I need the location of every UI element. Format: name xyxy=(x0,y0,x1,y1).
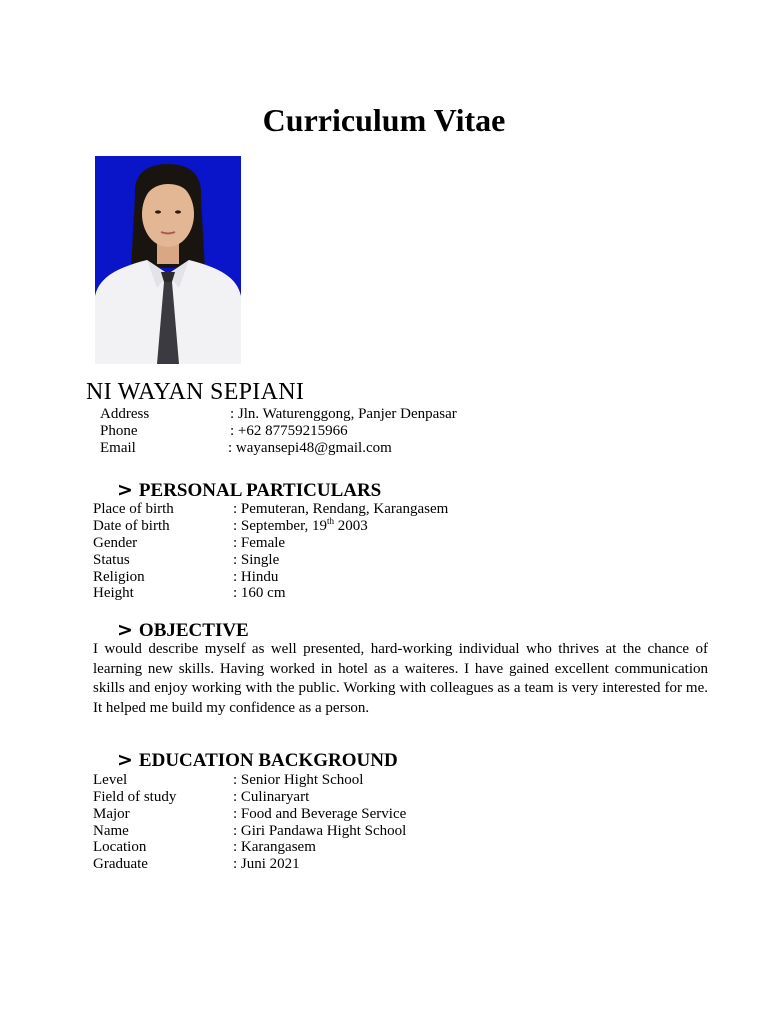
contact-label: Email xyxy=(100,440,136,456)
field-label: Place of birth xyxy=(93,501,174,517)
field-label: Height xyxy=(93,585,134,601)
contact-label: Phone xyxy=(100,423,138,439)
field-value: : Karangasem xyxy=(233,839,316,855)
date-of-birth-year: 2003 xyxy=(333,518,368,534)
field-label: Location xyxy=(93,839,147,855)
field-value: : 160 cm xyxy=(233,585,286,601)
section-heading-text: PERSONAL PARTICULARS xyxy=(138,480,382,501)
chevron-right-icon: > xyxy=(117,619,133,641)
field-value: : Senior Hight School xyxy=(233,772,364,788)
section-heading-education xyxy=(117,749,398,772)
field-label: Gender xyxy=(93,535,138,551)
field-value xyxy=(233,518,368,535)
date-of-birth-prefix: : September, 19 xyxy=(233,518,327,534)
field-label: Level xyxy=(93,772,128,788)
field-label: Field of study xyxy=(93,789,177,805)
field-label: Major xyxy=(93,806,130,822)
contact-value: : wayansepi48@gmail.com xyxy=(228,440,392,456)
field-label: Status xyxy=(93,552,130,568)
contact-value: : Jln. Waturenggong, Panjer Denpasar xyxy=(230,406,457,422)
field-value: : Hindu xyxy=(233,569,279,585)
section-heading-text: EDUCATION BACKGROUND xyxy=(138,750,398,771)
field-value: : Single xyxy=(233,552,280,568)
section-heading-objective xyxy=(117,619,249,642)
section-heading-text: OBJECTIVE xyxy=(138,620,249,641)
contact-value: : +62 87759215966 xyxy=(230,423,348,439)
section-heading-personal xyxy=(117,479,381,502)
field-value: : Giri Pandawa Hight School xyxy=(233,823,407,839)
contact-label: Address xyxy=(100,406,150,422)
field-label: Date of birth xyxy=(93,518,170,534)
profile-photo xyxy=(95,156,241,364)
field-value: : Culinaryart xyxy=(233,789,310,805)
field-value: : Food and Beverage Service xyxy=(233,806,407,822)
portrait-illustration xyxy=(95,156,241,364)
field-value: : Pemuteran, Rendang, Karangasem xyxy=(233,501,449,517)
field-label: Name xyxy=(93,823,129,839)
chevron-right-icon: > xyxy=(117,749,133,771)
field-value: : Female xyxy=(233,535,286,551)
chevron-right-icon: > xyxy=(117,479,133,501)
full-name: NI WAYAN SEPIANI xyxy=(86,379,305,405)
field-label: Graduate xyxy=(93,856,148,872)
field-label: Religion xyxy=(93,569,145,585)
objective-paragraph: I would describe myself as well presented, hard-working individual who thrives at the chance of learning new skills. Having worked in hotel as a waiteres. I have gained excellent communication skills and enjoy working with the public. Working with colleagues as a team is very interested for me. It helped me build my confidence as a person. xyxy=(93,641,708,717)
field-value: : Juni 2021 xyxy=(233,856,300,872)
date-ordinal-suffix: th xyxy=(326,516,334,526)
document-title: Curriculum Vitae xyxy=(262,102,506,138)
